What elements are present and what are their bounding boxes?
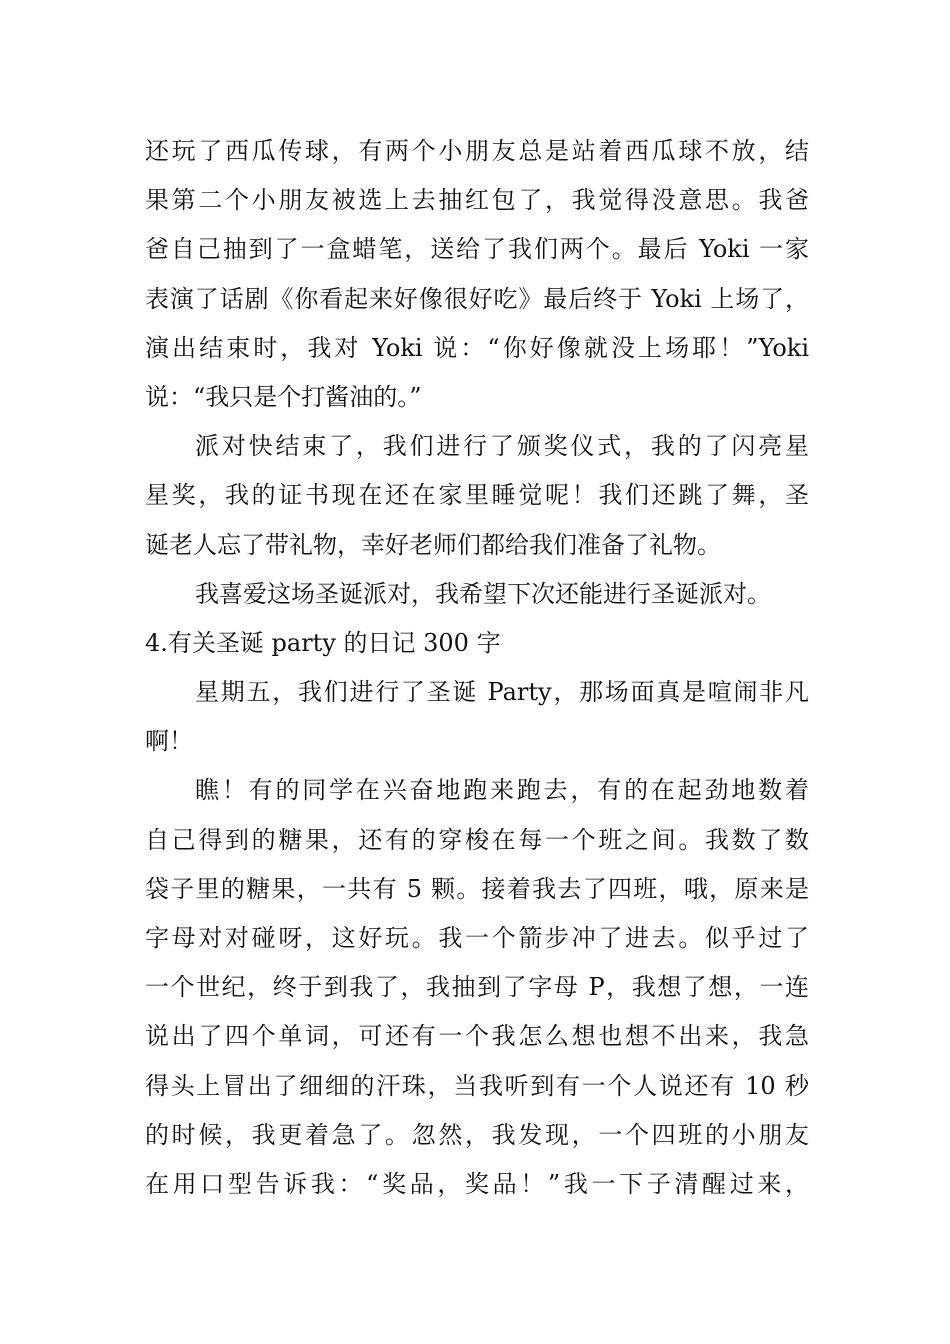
text-line: 演出结束时，我对 Yoki 说：“你好像就没上场耶！”Yoki xyxy=(145,333,809,362)
section-heading xyxy=(145,619,809,668)
paragraph-4 xyxy=(145,668,809,766)
text-line: 爸自己抽到了一盒蜡笔，送给了我们两个。最后 Yoki 一家 xyxy=(145,235,809,264)
text-line: 我喜爱这场圣诞派对，我希望下次还能进行圣诞派对。 xyxy=(195,579,771,608)
text-line: 得头上冒出了细细的汗珠，当我听到有一个人说还有 10 秒 xyxy=(145,1071,809,1100)
text-line: 说：“我只是个打酱油的。” xyxy=(145,382,422,411)
text-line: 自己得到的糖果，还有的穿梭在每一个班之间。我数了数 xyxy=(145,825,809,854)
text-line: 啊！ xyxy=(145,727,193,756)
text-line: 星奖，我的证书现在还在家里睡觉呢！我们还跳了舞，圣 xyxy=(145,481,809,510)
text-line: 星期五，我们进行了圣诞 Party，那场面真是喧闹非凡 xyxy=(195,678,809,707)
text-line: 字母对对碰呀，这好玩。我一个箭步冲了进去。似乎过了 xyxy=(145,924,809,952)
text-line: 袋子里的糖果，一共有 5 颗。接着我去了四班，哦，原来是 xyxy=(145,874,809,903)
text-line: 果第二个小朋友被选上去抽红包了，我觉得没意思。我爸 xyxy=(145,186,809,215)
text-line: 说出了四个单词，可还有一个我怎么想也想不出来，我急 xyxy=(145,1022,809,1051)
text-line: 表演了话剧《你看起来好像很好吃》最后终于 Yoki 上场了， xyxy=(145,284,809,313)
paragraph-3 xyxy=(145,570,809,619)
text-line: 一个世纪，终于到我了，我抽到了字母 P，我想了想，一连 xyxy=(145,973,809,1002)
text-line: 在用口型告诉我：“奖品，奖品！”我一下子清醒过来， xyxy=(145,1169,809,1198)
document-body xyxy=(145,127,809,1209)
heading-text: 4.有关圣诞 party 的日记 300 字 xyxy=(145,628,501,657)
text-line: 还玩了西瓜传球，有两个小朋友总是站着西瓜球不放，结 xyxy=(145,137,809,165)
paragraph-1 xyxy=(145,127,809,422)
text-line: 诞老人忘了带礼物，幸好老师们都给我们准备了礼物。 xyxy=(145,530,721,559)
text-line: 瞧！有的同学在兴奋地跑来跑去，有的在起劲地数着 xyxy=(195,776,809,805)
text-line: 派对快结束了，我们进行了颁奖仪式，我的了闪亮星 xyxy=(195,432,809,461)
paragraph-2 xyxy=(145,422,809,570)
paragraph-5 xyxy=(145,766,809,1209)
text-line: 的时候，我更着急了。忽然，我发现，一个四班的小朋友 xyxy=(145,1120,809,1149)
